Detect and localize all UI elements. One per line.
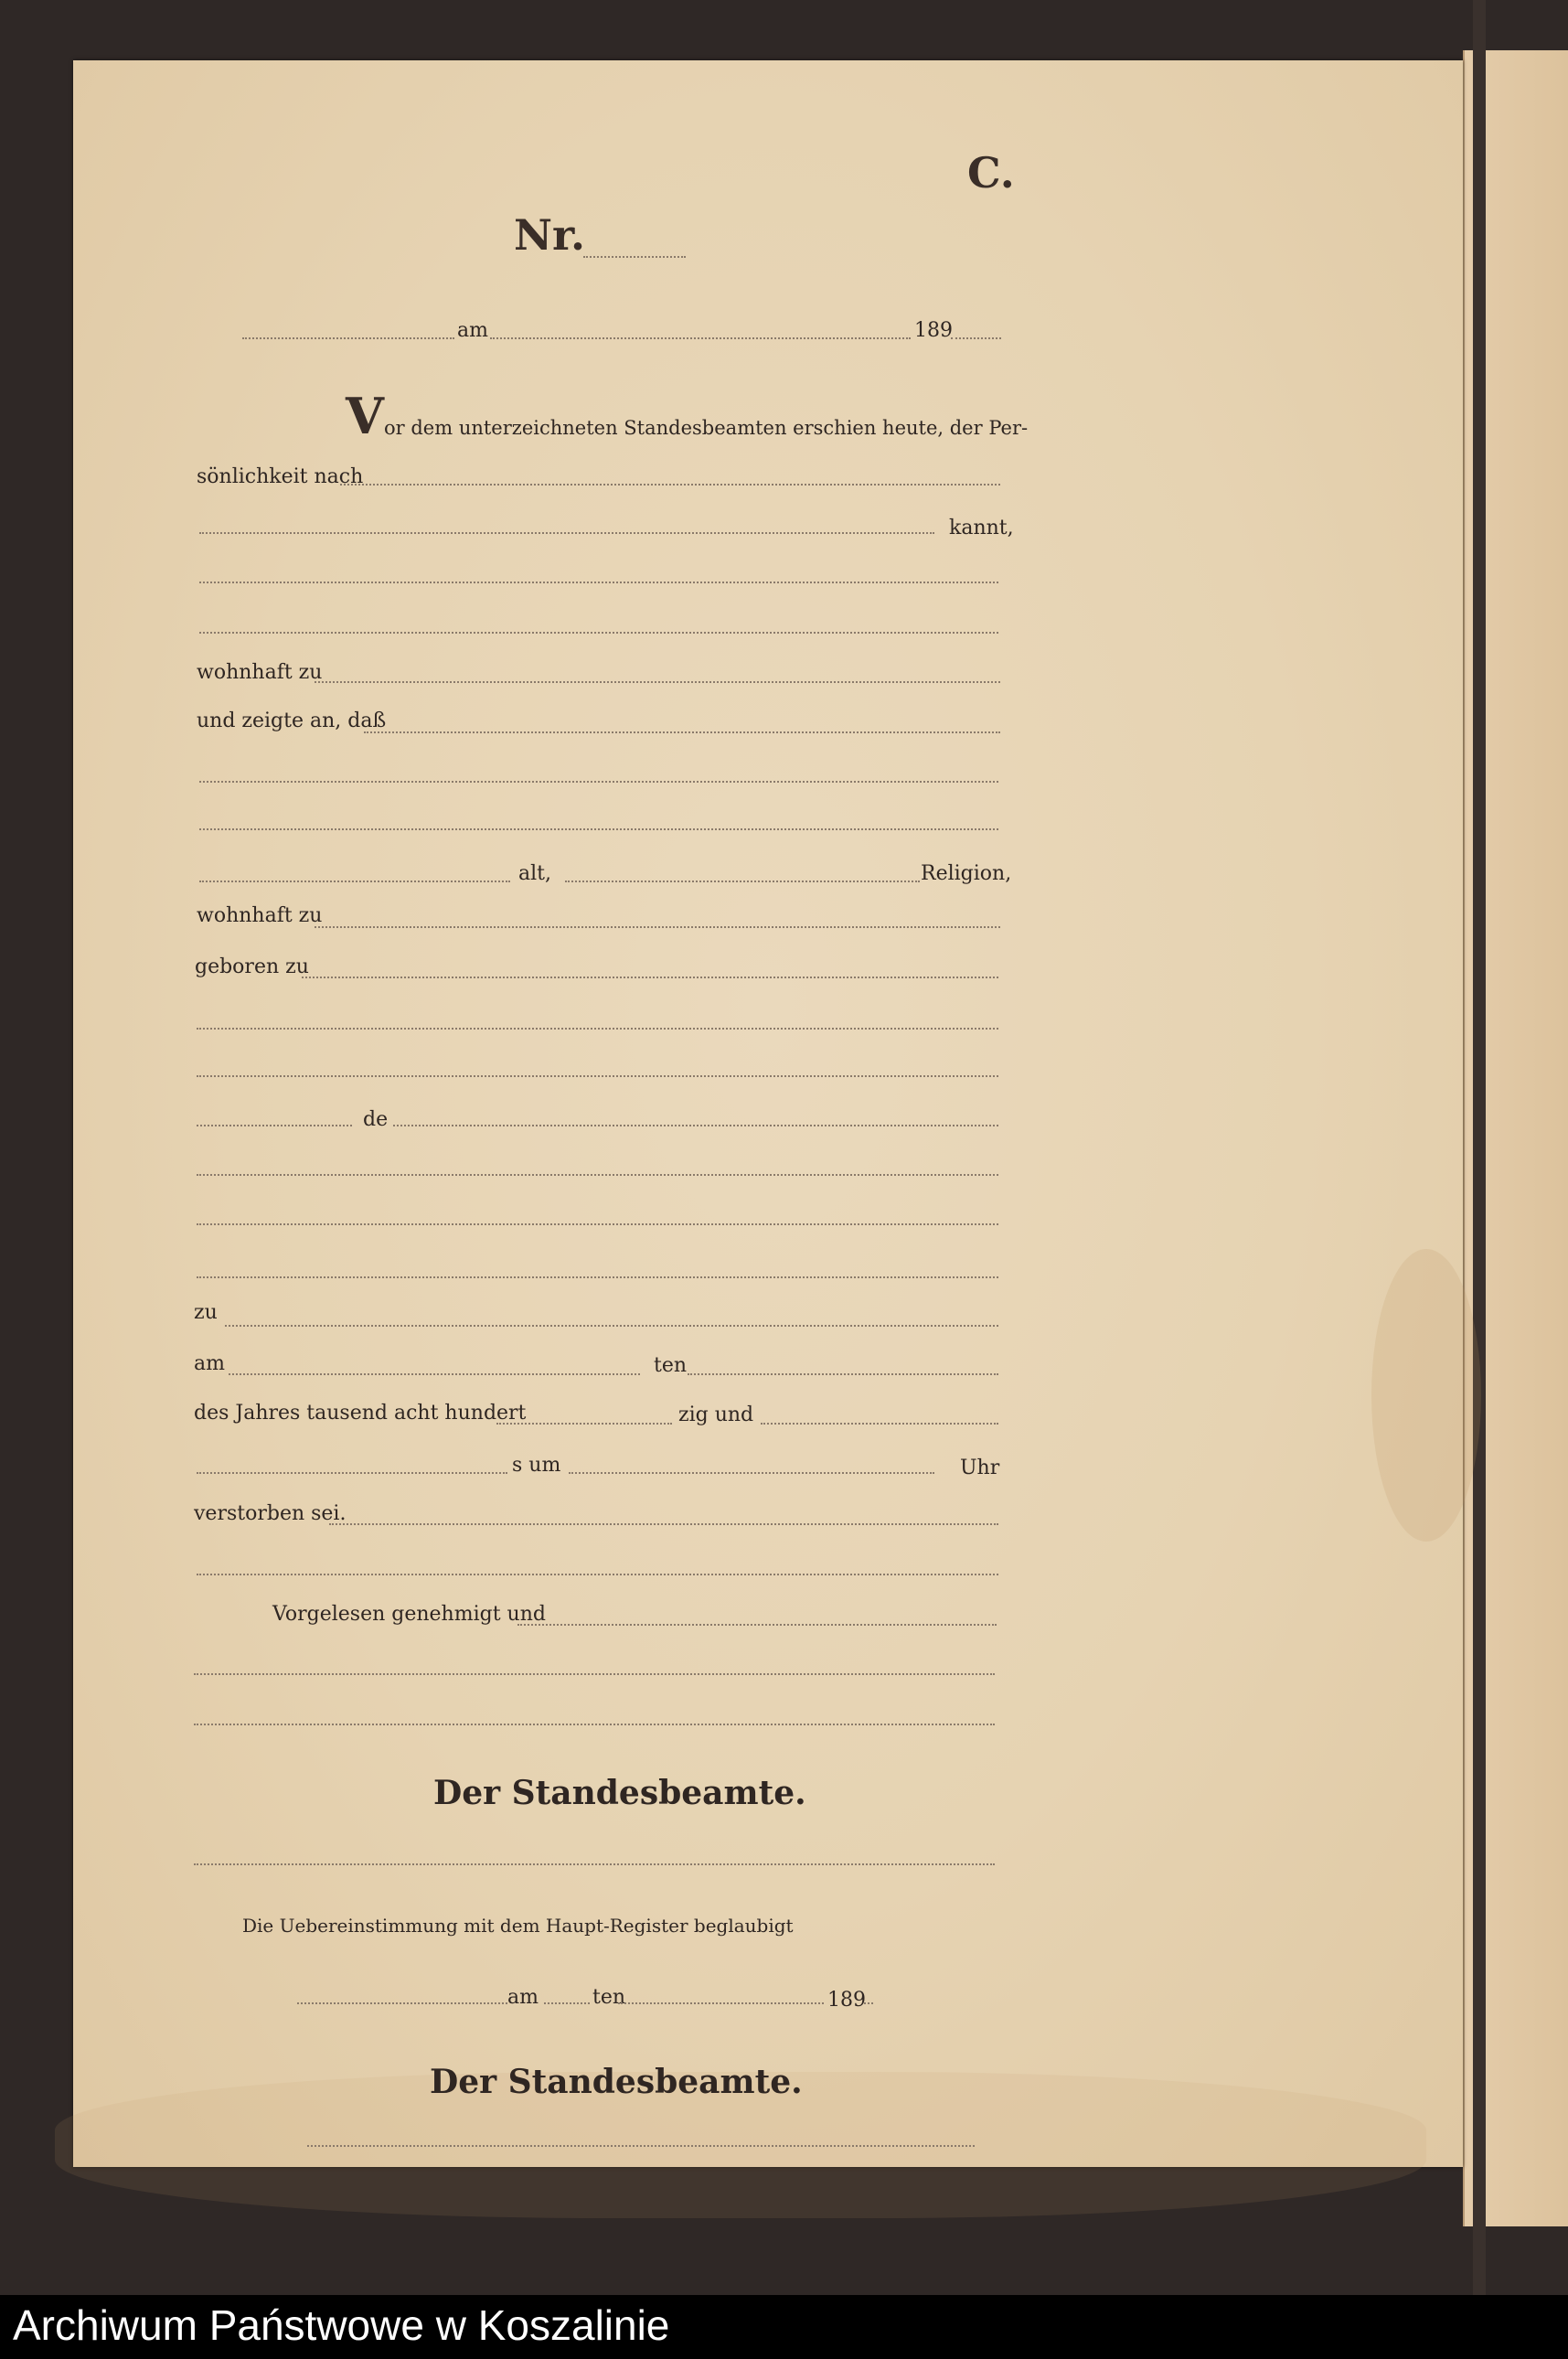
number-label: Nr.	[514, 210, 586, 260]
certification-year-field	[864, 2002, 873, 2004]
blank-line	[197, 1075, 998, 1077]
death-place-field	[225, 1325, 998, 1327]
geboren-label: geboren zu	[195, 955, 309, 978]
archive-name: Archiwum Państwowe w Koszalinie	[13, 2301, 670, 2349]
number-field	[583, 256, 686, 258]
blank-line	[194, 1724, 995, 1725]
standesbeamte-heading-1: Der Standesbeamte.	[433, 1774, 806, 1812]
ten-label: ten	[654, 1354, 688, 1377]
wohnhaft-label-1: wohnhaft zu	[197, 661, 323, 684]
certification-month-field	[618, 2002, 824, 2004]
form-letter: C.	[967, 148, 1015, 197]
year-tens-field	[496, 1423, 672, 1425]
death-month-field	[688, 1373, 998, 1375]
place-field	[242, 337, 454, 339]
blank-line	[197, 1276, 998, 1278]
certification-day-field	[544, 2002, 590, 2004]
hour-field	[569, 1472, 934, 1474]
verstorben-field	[329, 1523, 998, 1525]
parent-field	[197, 1125, 352, 1126]
uhr-label: Uhr	[960, 1457, 1000, 1479]
official-signature-line-2	[307, 2145, 975, 2147]
jahres-label: des Jahres tausend acht hundert	[194, 1402, 527, 1425]
ten-label-2: ten	[592, 1986, 626, 2009]
blank-line	[197, 1574, 998, 1575]
wohnhaft-field-2	[315, 926, 1000, 928]
blank-line	[197, 1028, 998, 1030]
death-register-form-page	[73, 60, 1463, 2167]
year-field	[951, 337, 1001, 339]
wohnhaft-field-1	[315, 681, 1000, 683]
blank-line	[199, 582, 998, 583]
year-prefix: 189	[914, 319, 953, 342]
zu-label: zu	[194, 1301, 218, 1324]
blank-line	[199, 781, 998, 783]
persoenlichkeit-field	[340, 484, 1000, 486]
religion-field	[565, 881, 920, 882]
certification-place-field	[297, 2002, 507, 2004]
kannt-label: kannt,	[949, 517, 1014, 539]
zeigte-an-field	[364, 731, 1000, 733]
am-label: am	[457, 319, 488, 342]
uebereinstimmung-text: Die Uebereinstimmung mit dem Haupt-Register beglaubigt	[242, 1915, 794, 1937]
am-label-2: am	[507, 1986, 539, 2009]
persoenlichkeit-label: sönlichkeit nach	[197, 465, 364, 488]
blank-line	[197, 1174, 998, 1176]
de-label: de	[363, 1108, 389, 1131]
blank-line	[197, 1223, 998, 1225]
time-of-day-field	[197, 1472, 507, 1474]
signature-field	[517, 1624, 997, 1626]
blank-line	[194, 1673, 995, 1675]
intro-text: or dem unterzeichneten Standesbeamten erschien heute, der Per-	[384, 417, 1029, 439]
paper-stain	[1371, 1249, 1481, 1542]
zig-und-label: zig und	[678, 1404, 754, 1426]
am-date-label: am	[194, 1352, 225, 1375]
alt-label: alt,	[518, 862, 551, 885]
year-units-field	[761, 1423, 998, 1425]
official-signature-line-1	[194, 1863, 995, 1865]
geboren-field	[302, 977, 998, 978]
blank-line	[199, 828, 998, 830]
vorgelesen-label: Vorgelesen genehmigt und	[272, 1603, 546, 1626]
date-field	[490, 337, 911, 339]
de-field	[393, 1125, 998, 1126]
zeigte-an-label: und zeigte an, daß	[197, 710, 387, 732]
wohnhaft-label-2: wohnhaft zu	[197, 904, 323, 927]
verstorben-label: verstorben sei.	[194, 1502, 347, 1525]
bekannt-field	[199, 532, 934, 534]
book-binding-edge	[1473, 0, 1486, 2295]
year-prefix-2: 189	[827, 1989, 866, 2012]
s-um-label: s um	[512, 1454, 561, 1477]
religion-label: Religion,	[921, 862, 1012, 885]
intro-dropcap: V	[346, 387, 384, 445]
standesbeamte-heading-2: Der Standesbeamte.	[430, 2063, 803, 2101]
death-day-field	[229, 1373, 640, 1375]
name-field	[199, 881, 510, 882]
blank-line	[199, 632, 998, 634]
